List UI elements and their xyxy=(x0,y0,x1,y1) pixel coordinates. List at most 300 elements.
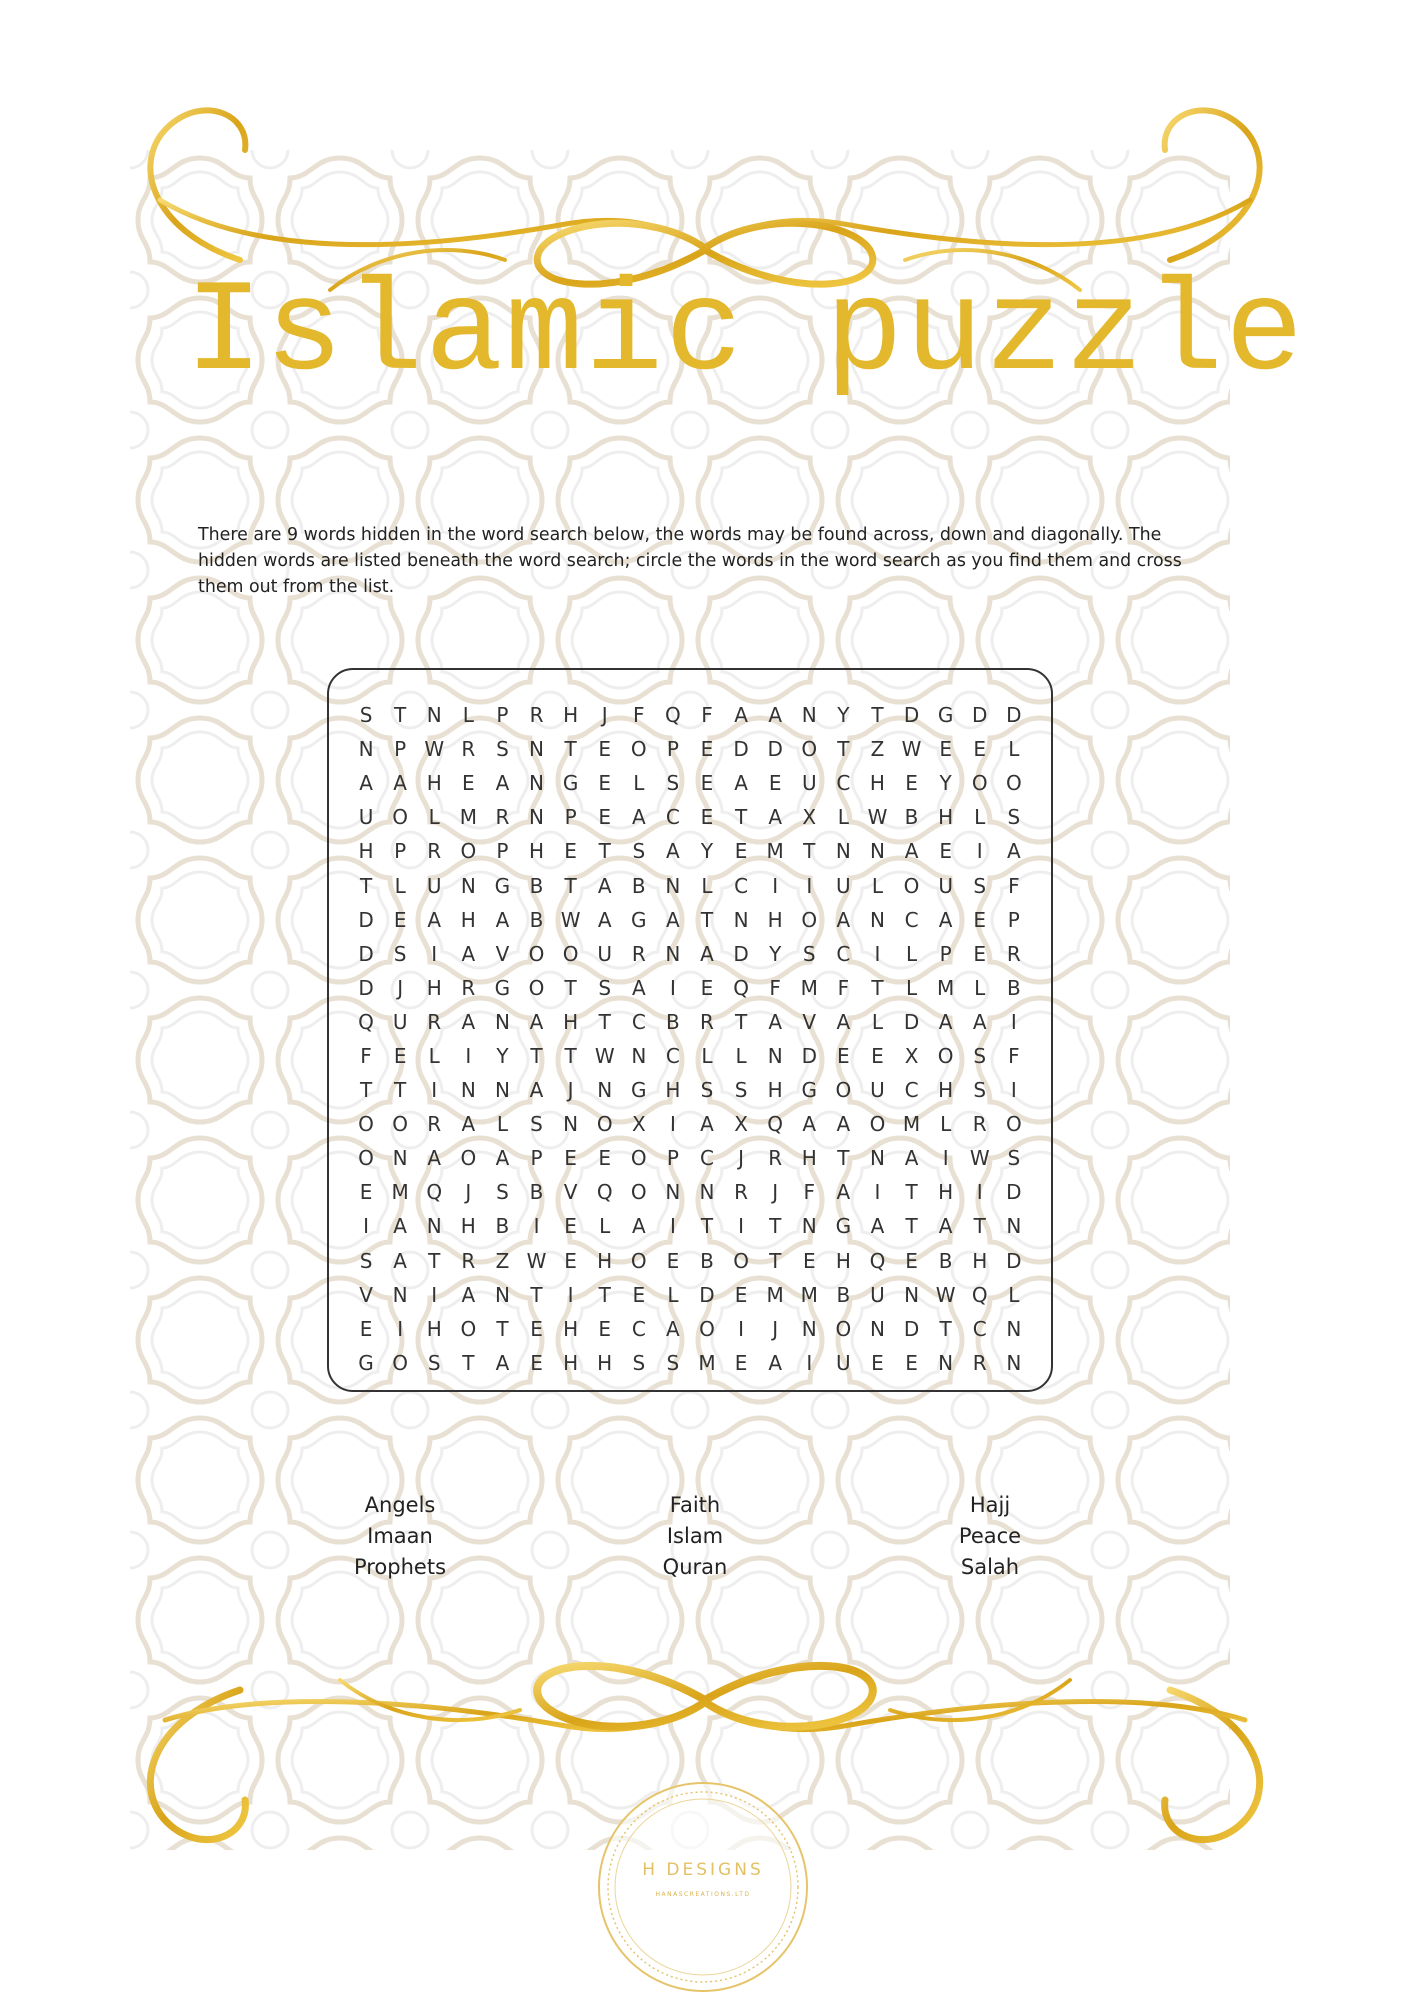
grid-letter: L xyxy=(667,1282,679,1307)
grid-letter: D xyxy=(801,1043,817,1068)
grid-letter: C xyxy=(836,941,851,966)
grid-letter: U xyxy=(426,873,442,898)
grid-letter: L xyxy=(735,1043,747,1068)
grid-letter: D xyxy=(767,737,783,762)
grid-letter: S xyxy=(359,1248,373,1273)
grid-letter: T xyxy=(973,1214,986,1239)
grid-letter: D xyxy=(903,1009,920,1034)
grid-letter: O xyxy=(630,1180,647,1205)
grid-letter: E xyxy=(802,1248,816,1273)
grid-letter: T xyxy=(769,1214,782,1239)
grid-letter: A xyxy=(700,941,714,966)
grid-letter: U xyxy=(836,873,851,898)
grid-letter: H xyxy=(938,1078,954,1103)
grid-letter: T xyxy=(905,1180,918,1205)
grid-letter: R xyxy=(427,1009,442,1034)
grid-letter: D xyxy=(972,703,988,728)
grid-letter: I xyxy=(738,1214,745,1239)
grid-letter: B xyxy=(700,1248,714,1273)
grid-letter: I xyxy=(976,1180,983,1205)
grid-letter: N xyxy=(938,1350,954,1375)
grid-letter: T xyxy=(530,1043,543,1068)
grid-letter: R xyxy=(495,805,510,830)
grid-letter: A xyxy=(393,1214,407,1239)
grid-letter: F xyxy=(803,1180,816,1205)
grid-letter: A xyxy=(461,1282,476,1307)
grid-letter: B xyxy=(938,1248,953,1273)
grid-letter: T xyxy=(803,839,816,864)
grid-letter: P xyxy=(394,737,407,762)
grid-letter: N xyxy=(597,1078,613,1103)
grid-letter: N xyxy=(631,1043,647,1068)
grid-letter: W xyxy=(867,805,888,830)
grid-letter: D xyxy=(1006,1180,1022,1205)
grid-letter: Y xyxy=(939,771,952,796)
grid-letter: A xyxy=(666,839,680,864)
grid-letter: L xyxy=(599,1214,611,1239)
grid-letter: X xyxy=(631,1112,646,1137)
grid-letter: S xyxy=(1007,805,1021,830)
grid-letter: N xyxy=(904,1282,920,1307)
grid-letter: L xyxy=(905,975,918,1000)
grid-letter: A xyxy=(427,1146,442,1171)
grid-letter: I xyxy=(669,975,676,1000)
grid-letter: C xyxy=(972,1316,987,1341)
grid-letter: E xyxy=(598,1316,612,1341)
grid-letter: E xyxy=(564,1146,577,1171)
grid-letter: O xyxy=(630,1248,647,1273)
grid-letter: E xyxy=(530,1316,543,1341)
grid-letter: L xyxy=(905,941,918,966)
grid-letter: B xyxy=(836,1282,851,1307)
grid-letter: A xyxy=(904,1146,919,1171)
page-title: Islamic puzzle xyxy=(185,261,1306,408)
grid-letter: O xyxy=(528,941,545,966)
grid-letter: H xyxy=(563,1350,579,1375)
grid-letter: T xyxy=(837,737,850,762)
grid-letter: S xyxy=(973,873,987,898)
grid-letter: E xyxy=(837,1043,850,1068)
grid-letter: E xyxy=(734,1282,748,1307)
grid-letter: Y xyxy=(496,1043,509,1068)
word-item: Peace xyxy=(958,1524,1022,1548)
grid-letter: E xyxy=(700,737,714,762)
grid-letter: E xyxy=(598,805,612,830)
grid-letter: L xyxy=(974,975,986,1000)
grid-letter: A xyxy=(359,771,373,796)
grid-letter: S xyxy=(632,1350,646,1375)
grid-letter: F xyxy=(837,975,850,1000)
grid-letter: T xyxy=(564,1043,577,1068)
grid-letter: B xyxy=(529,1180,544,1205)
grid-letter: C xyxy=(665,805,680,830)
grid-letter: E xyxy=(393,1043,407,1068)
grid-letter: S xyxy=(700,1078,714,1103)
grid-letter: T xyxy=(359,1078,373,1103)
grid-letter: T xyxy=(598,839,611,864)
word-item: Salah xyxy=(960,1555,1020,1579)
grid-letter: E xyxy=(905,1350,918,1375)
grid-letter: X xyxy=(904,1043,919,1068)
grid-letter: A xyxy=(461,1112,476,1137)
grid-letter: E xyxy=(666,1248,680,1273)
grid-letter: N xyxy=(801,703,817,728)
grid-letter: T xyxy=(496,1316,509,1341)
grid-letter: I xyxy=(431,1078,438,1103)
grid-letter: A xyxy=(495,1350,510,1375)
grid-letter: A xyxy=(495,771,510,796)
grid-letter: T xyxy=(564,737,577,762)
grid-letter: S xyxy=(530,1112,543,1137)
grid-letter: O xyxy=(460,839,477,864)
grid-letter: R xyxy=(529,703,544,728)
grid-letter: H xyxy=(597,1248,613,1273)
word-column-3 xyxy=(890,1490,1090,1583)
grid-letter: Z xyxy=(870,737,885,762)
grid-letter: H xyxy=(426,771,442,796)
grid-letter: R xyxy=(972,1350,987,1375)
grid-letter: J xyxy=(567,1078,574,1103)
grid-letter: S xyxy=(1007,1146,1021,1171)
grid-letter: O xyxy=(358,1112,374,1137)
grid-letter: N xyxy=(563,1112,579,1137)
grid-letter: E xyxy=(700,805,714,830)
grid-letter: S xyxy=(427,1350,441,1375)
grid-letter: O xyxy=(1005,1112,1022,1137)
grid-letter: H xyxy=(835,1248,851,1273)
grid-letter: O xyxy=(630,1146,647,1171)
grid-letter: P xyxy=(564,805,577,830)
grid-letter: W xyxy=(560,907,581,932)
grid-letter: A xyxy=(393,771,407,796)
grid-letter: L xyxy=(701,1043,713,1068)
grid-letter: H xyxy=(563,1316,579,1341)
grid-letter: A xyxy=(495,907,510,932)
grid-letter: B xyxy=(529,907,544,932)
grid-letter: J xyxy=(738,1146,745,1171)
grid-letter: M xyxy=(459,805,477,830)
grid-letter: O xyxy=(392,805,409,830)
grid-letter: E xyxy=(905,771,918,796)
word-item: Prophets xyxy=(353,1555,447,1579)
grid-letter: A xyxy=(427,907,442,932)
grid-letter: N xyxy=(869,907,885,932)
grid-letter: E xyxy=(359,1180,373,1205)
grid-letter: O xyxy=(699,1316,715,1341)
grid-letter: A xyxy=(938,1214,953,1239)
grid-letter: H xyxy=(869,771,885,796)
grid-letter: S xyxy=(666,1350,680,1375)
grid-letter: G xyxy=(562,771,579,796)
grid-letter: N xyxy=(392,1282,408,1307)
grid-letter: I xyxy=(465,1043,472,1068)
grid-letter: T xyxy=(564,975,577,1000)
grid-letter: I xyxy=(942,1146,949,1171)
grid-letter: E xyxy=(598,771,612,796)
grid-letter: N xyxy=(1006,1350,1022,1375)
grid-letter: A xyxy=(631,805,646,830)
grid-letter: N xyxy=(665,1180,681,1205)
grid-letter: N xyxy=(426,703,442,728)
grid-letter: S xyxy=(496,1180,509,1205)
grid-letter: T xyxy=(734,1009,748,1034)
grid-letter: C xyxy=(836,771,851,796)
grid-letter: H xyxy=(938,805,954,830)
grid-letter: G xyxy=(937,703,954,728)
grid-letter: V xyxy=(802,1009,817,1034)
grid-letter: Q xyxy=(869,1248,886,1273)
grid-letter: I xyxy=(806,873,813,898)
grid-letter: O xyxy=(596,1112,613,1137)
grid-letter: O xyxy=(801,907,818,932)
grid-letter: S xyxy=(393,941,407,966)
grid-letter: H xyxy=(563,703,579,728)
grid-letter: T xyxy=(598,1282,611,1307)
grid-letter: E xyxy=(939,839,952,864)
grid-letter: R xyxy=(427,839,442,864)
grid-letter: A xyxy=(768,1350,783,1375)
grid-letter: H xyxy=(767,907,783,932)
grid-letter: M xyxy=(766,1282,784,1307)
grid-letter: A xyxy=(666,907,680,932)
grid-letter: M xyxy=(800,975,818,1000)
grid-letter: E xyxy=(871,1350,884,1375)
grid-letter: A xyxy=(461,941,476,966)
grid-letter: N xyxy=(494,1282,510,1307)
grid-letter: L xyxy=(394,873,406,898)
grid-letter: R xyxy=(1006,941,1021,966)
grid-letter: M xyxy=(698,1350,716,1375)
grid-letter: Q xyxy=(665,703,681,728)
stamp-subtitle: HANASCREATIONS.LTD xyxy=(655,1891,751,1898)
grid-letter: N xyxy=(801,1316,817,1341)
grid-letter: R xyxy=(461,975,476,1000)
grid-letter: N xyxy=(733,907,749,932)
grid-letter: N xyxy=(665,873,681,898)
grid-letter: W xyxy=(969,1146,990,1171)
grid-letter: A xyxy=(734,703,748,728)
word-item: Hajj xyxy=(969,1493,1011,1517)
grid-letter: E xyxy=(973,737,987,762)
grid-letter: R xyxy=(631,941,646,966)
grid-letter: V xyxy=(495,941,510,966)
grid-letter: H xyxy=(597,1350,613,1375)
grid-letter: B xyxy=(529,873,544,898)
grid-letter: H xyxy=(528,839,545,864)
grid-letter: L xyxy=(633,771,645,796)
grid-letter: A xyxy=(836,1180,851,1205)
grid-letter: V xyxy=(359,1282,373,1307)
grid-letter: D xyxy=(733,941,749,966)
grid-letter: I xyxy=(533,1214,540,1239)
grid-letter: P xyxy=(666,1146,679,1171)
grid-letter: F xyxy=(633,703,645,728)
grid-letter: O xyxy=(971,771,988,796)
grid-letter: M xyxy=(766,839,784,864)
grid-letter: S xyxy=(734,1078,748,1103)
grid-letter: C xyxy=(904,907,919,932)
grid-letter: L xyxy=(701,873,713,898)
grid-letter: A xyxy=(529,1009,544,1034)
grid-letter: T xyxy=(564,873,577,898)
grid-letter: H xyxy=(801,1146,817,1171)
grid-letter: U xyxy=(597,941,613,966)
grid-letter: S xyxy=(359,703,373,728)
grid-letter: T xyxy=(530,1282,543,1307)
grid-letter: T xyxy=(734,805,748,830)
grid-letter: D xyxy=(903,1316,920,1341)
grid-letter: A xyxy=(972,1009,987,1034)
grid-letter: R xyxy=(461,1248,476,1273)
grid-letter: E xyxy=(700,975,714,1000)
grid-letter: N xyxy=(1006,1214,1022,1239)
grid-letter: F xyxy=(1008,873,1020,898)
grid-letter: H xyxy=(426,1316,442,1341)
grid-letter: F xyxy=(360,1043,372,1068)
grid-letter: E xyxy=(564,1214,577,1239)
grid-letter: N xyxy=(358,737,374,762)
grid-letter: E xyxy=(973,907,987,932)
grid-letter: G xyxy=(801,1078,818,1103)
grid-letter: T xyxy=(700,907,714,932)
grid-letter: I xyxy=(976,839,983,864)
grid-letter: A xyxy=(870,1214,885,1239)
grid-letter: A xyxy=(529,1078,544,1103)
grid-letter: R xyxy=(461,737,476,762)
grid-letter: B xyxy=(904,805,919,830)
grid-letter: D xyxy=(903,703,920,728)
grid-letter: M xyxy=(937,975,955,1000)
grid-letter: A xyxy=(597,907,612,932)
grid-letter: M xyxy=(902,1112,921,1137)
grid-letter: N xyxy=(426,1214,442,1239)
grid-letter: A xyxy=(461,1009,476,1034)
grid-letter: O xyxy=(835,1316,852,1341)
grid-letter: G xyxy=(358,1350,374,1375)
grid-letter: E xyxy=(393,907,407,932)
grid-letter: B xyxy=(631,873,646,898)
word-column-1 xyxy=(300,1490,500,1583)
grid-letter: E xyxy=(564,1248,577,1273)
grid-letter: U xyxy=(358,805,374,830)
grid-letter: L xyxy=(462,703,474,728)
grid-letter: I xyxy=(431,1282,438,1307)
grid-letter: I xyxy=(431,941,438,966)
grid-letter: N xyxy=(665,941,681,966)
grid-letter: P xyxy=(496,839,509,864)
grid-letter: E xyxy=(598,1146,612,1171)
grid-letter: G xyxy=(494,975,511,1000)
grid-letter: A xyxy=(768,1009,783,1034)
grid-letter: L xyxy=(871,873,884,898)
grid-letter: I xyxy=(1010,1009,1017,1034)
grid-letter: N xyxy=(529,771,544,796)
grid-letter: T xyxy=(394,1078,407,1103)
grid-letter: T xyxy=(905,1214,918,1239)
grid-letter: H xyxy=(460,1214,476,1239)
grid-letter: I xyxy=(1010,1078,1017,1103)
grid-letter: Q xyxy=(767,1112,784,1137)
grid-letter: L xyxy=(428,805,440,830)
grid-letter: V xyxy=(563,1180,578,1205)
grid-letter: C xyxy=(631,1009,646,1034)
grid-letter: O xyxy=(903,873,920,898)
grid-letter: A xyxy=(836,907,851,932)
grid-letter: U xyxy=(870,1078,885,1103)
grid-letter: Q xyxy=(971,1282,988,1307)
grid-letter: A xyxy=(1006,839,1021,864)
grid-letter: T xyxy=(359,873,373,898)
grid-letter: G xyxy=(835,1214,852,1239)
grid-letter: S xyxy=(973,1078,987,1103)
grid-letter: W xyxy=(935,1282,956,1307)
grid-letter: Y xyxy=(769,941,782,966)
grid-letter: E xyxy=(734,839,748,864)
grid-letter: F xyxy=(701,703,713,728)
grid-letter: T xyxy=(939,1316,952,1341)
grid-letter: I xyxy=(738,1316,745,1341)
grid-letter: O xyxy=(733,1248,749,1273)
grid-letter: A xyxy=(597,873,612,898)
grid-letter: A xyxy=(768,703,783,728)
grid-letter: D xyxy=(733,737,749,762)
grid-letter: D xyxy=(358,975,374,1000)
grid-letter: E xyxy=(768,771,782,796)
grid-letter: Z xyxy=(495,1248,510,1273)
grid-letter: T xyxy=(428,1248,441,1273)
grid-letter: E xyxy=(632,1282,646,1307)
grid-letter: S xyxy=(973,1043,987,1068)
grid-letter: H xyxy=(972,1248,988,1273)
grid-letter: C xyxy=(700,1146,714,1171)
grid-letter: C xyxy=(631,1316,646,1341)
grid-letter: N xyxy=(529,805,544,830)
grid-letter: A xyxy=(666,1316,680,1341)
grid-letter: L xyxy=(940,1112,952,1137)
grid-letter: F xyxy=(769,975,781,1000)
grid-letter: R xyxy=(700,1009,714,1034)
grid-letter: O xyxy=(392,1112,409,1137)
grid-letter: O xyxy=(835,1078,852,1103)
grid-letter: D xyxy=(699,1282,715,1307)
grid-letter: G xyxy=(631,1078,647,1103)
stamp-circle-icon xyxy=(596,1780,810,1994)
grid-letter: A xyxy=(495,1146,510,1171)
grid-letter: I xyxy=(397,1316,404,1341)
grid-letter: D xyxy=(358,941,374,966)
grid-letter: J xyxy=(601,703,608,728)
grid-letter: U xyxy=(870,1282,885,1307)
designer-stamp xyxy=(596,1780,810,1994)
grid-letter: T xyxy=(462,1350,475,1375)
grid-letter: O xyxy=(528,975,545,1000)
grid-letter: N xyxy=(494,1078,510,1103)
grid-letter: N xyxy=(869,839,885,864)
grid-letter: C xyxy=(665,1043,680,1068)
grid-letter: E xyxy=(905,1248,918,1273)
grid-letter: C xyxy=(734,873,749,898)
grid-letter: A xyxy=(734,771,748,796)
grid-letter: D xyxy=(1006,1248,1022,1273)
grid-letter: N xyxy=(801,1214,817,1239)
grid-letter: N xyxy=(767,1043,783,1068)
grid-letter: N xyxy=(460,873,476,898)
grid-letter: A xyxy=(700,1112,714,1137)
grid-letter: I xyxy=(669,1112,676,1137)
grid-letter: M xyxy=(800,1282,818,1307)
grid-letter: P xyxy=(394,839,407,864)
grid-letter: R xyxy=(972,1112,987,1137)
